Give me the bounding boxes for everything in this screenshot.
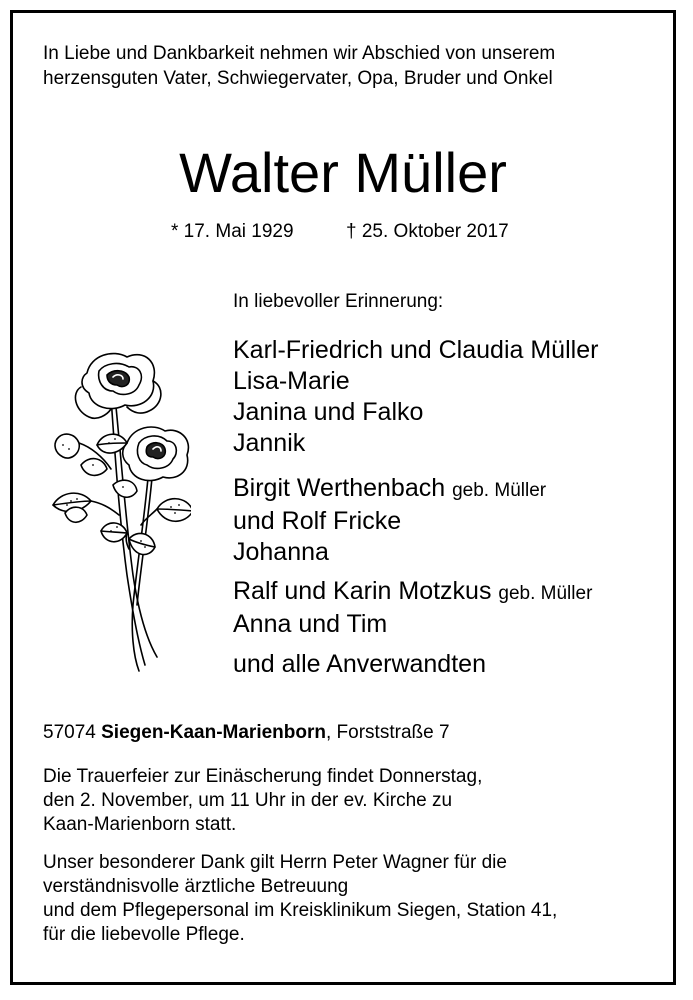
funeral-line: Kaan-Marienborn statt. (43, 814, 237, 835)
thanks-line: Unser besonderer Dank gilt Herrn Peter Wagner für die (43, 852, 507, 873)
maiden-name-note: geb. Müller (498, 583, 593, 604)
family-member: Birgit Werthenbach (233, 474, 446, 502)
family-group-1 (233, 335, 598, 459)
funeral-line: den 2. November, um 11 Uhr in der ev. Kirche zu (43, 790, 453, 811)
family-group-3 (233, 576, 592, 640)
family-member: Jannik (233, 429, 306, 457)
family-member: Karl-Friedrich und Claudia Müller (233, 336, 599, 364)
family-member: Johanna (233, 538, 329, 566)
birth-date: * 17. Mai 1929 (171, 221, 294, 242)
address-line (43, 721, 450, 745)
deceased-name: Walter Müller (179, 141, 507, 204)
relatives-closing: und alle Anverwandten (233, 650, 486, 678)
family-member: Ralf und Karin Motzkus (233, 577, 492, 605)
family-member-line (233, 576, 592, 609)
maiden-name-note: geb. Müller (452, 480, 547, 501)
intro-text (43, 41, 555, 91)
death-date: † 25. Oktober 2017 (346, 221, 509, 242)
thanks-line: für die liebevolle Pflege. (43, 924, 245, 945)
family-member: Lisa-Marie (233, 367, 350, 395)
rose-illustration-icon (41, 335, 191, 675)
address-street: , Forststraße 7 (326, 722, 450, 743)
thanks-line: verständnisvolle ärztliche Betreuung (43, 876, 349, 897)
memory-heading: In liebevoller Erinnerung: (233, 291, 444, 312)
family-member-line (233, 473, 546, 506)
family-member: Anna und Tim (233, 610, 388, 638)
family-group-2 (233, 473, 546, 568)
address-zip: 57074 (43, 722, 96, 743)
funeral-line: Die Trauerfeier zur Einäscherung findet Donnerstag, (43, 766, 483, 787)
thanks-line: und dem Pflegepersonal im Kreisklinikum Siegen, Station 41, (43, 900, 558, 921)
family-member: Janina und Falko (233, 398, 424, 426)
family-member: und Rolf Fricke (233, 507, 402, 535)
intro-line: In Liebe und Dankbarkeit nehmen wir Abschied von unserem (43, 43, 556, 64)
intro-line: herzensguten Vater, Schwiegervater, Opa, Bruder und Onkel (43, 68, 553, 89)
address-city: Siegen-Kaan-Marienborn (101, 722, 326, 743)
thanks-text (43, 851, 557, 947)
funeral-info (43, 765, 482, 837)
obituary-notice (10, 10, 676, 985)
